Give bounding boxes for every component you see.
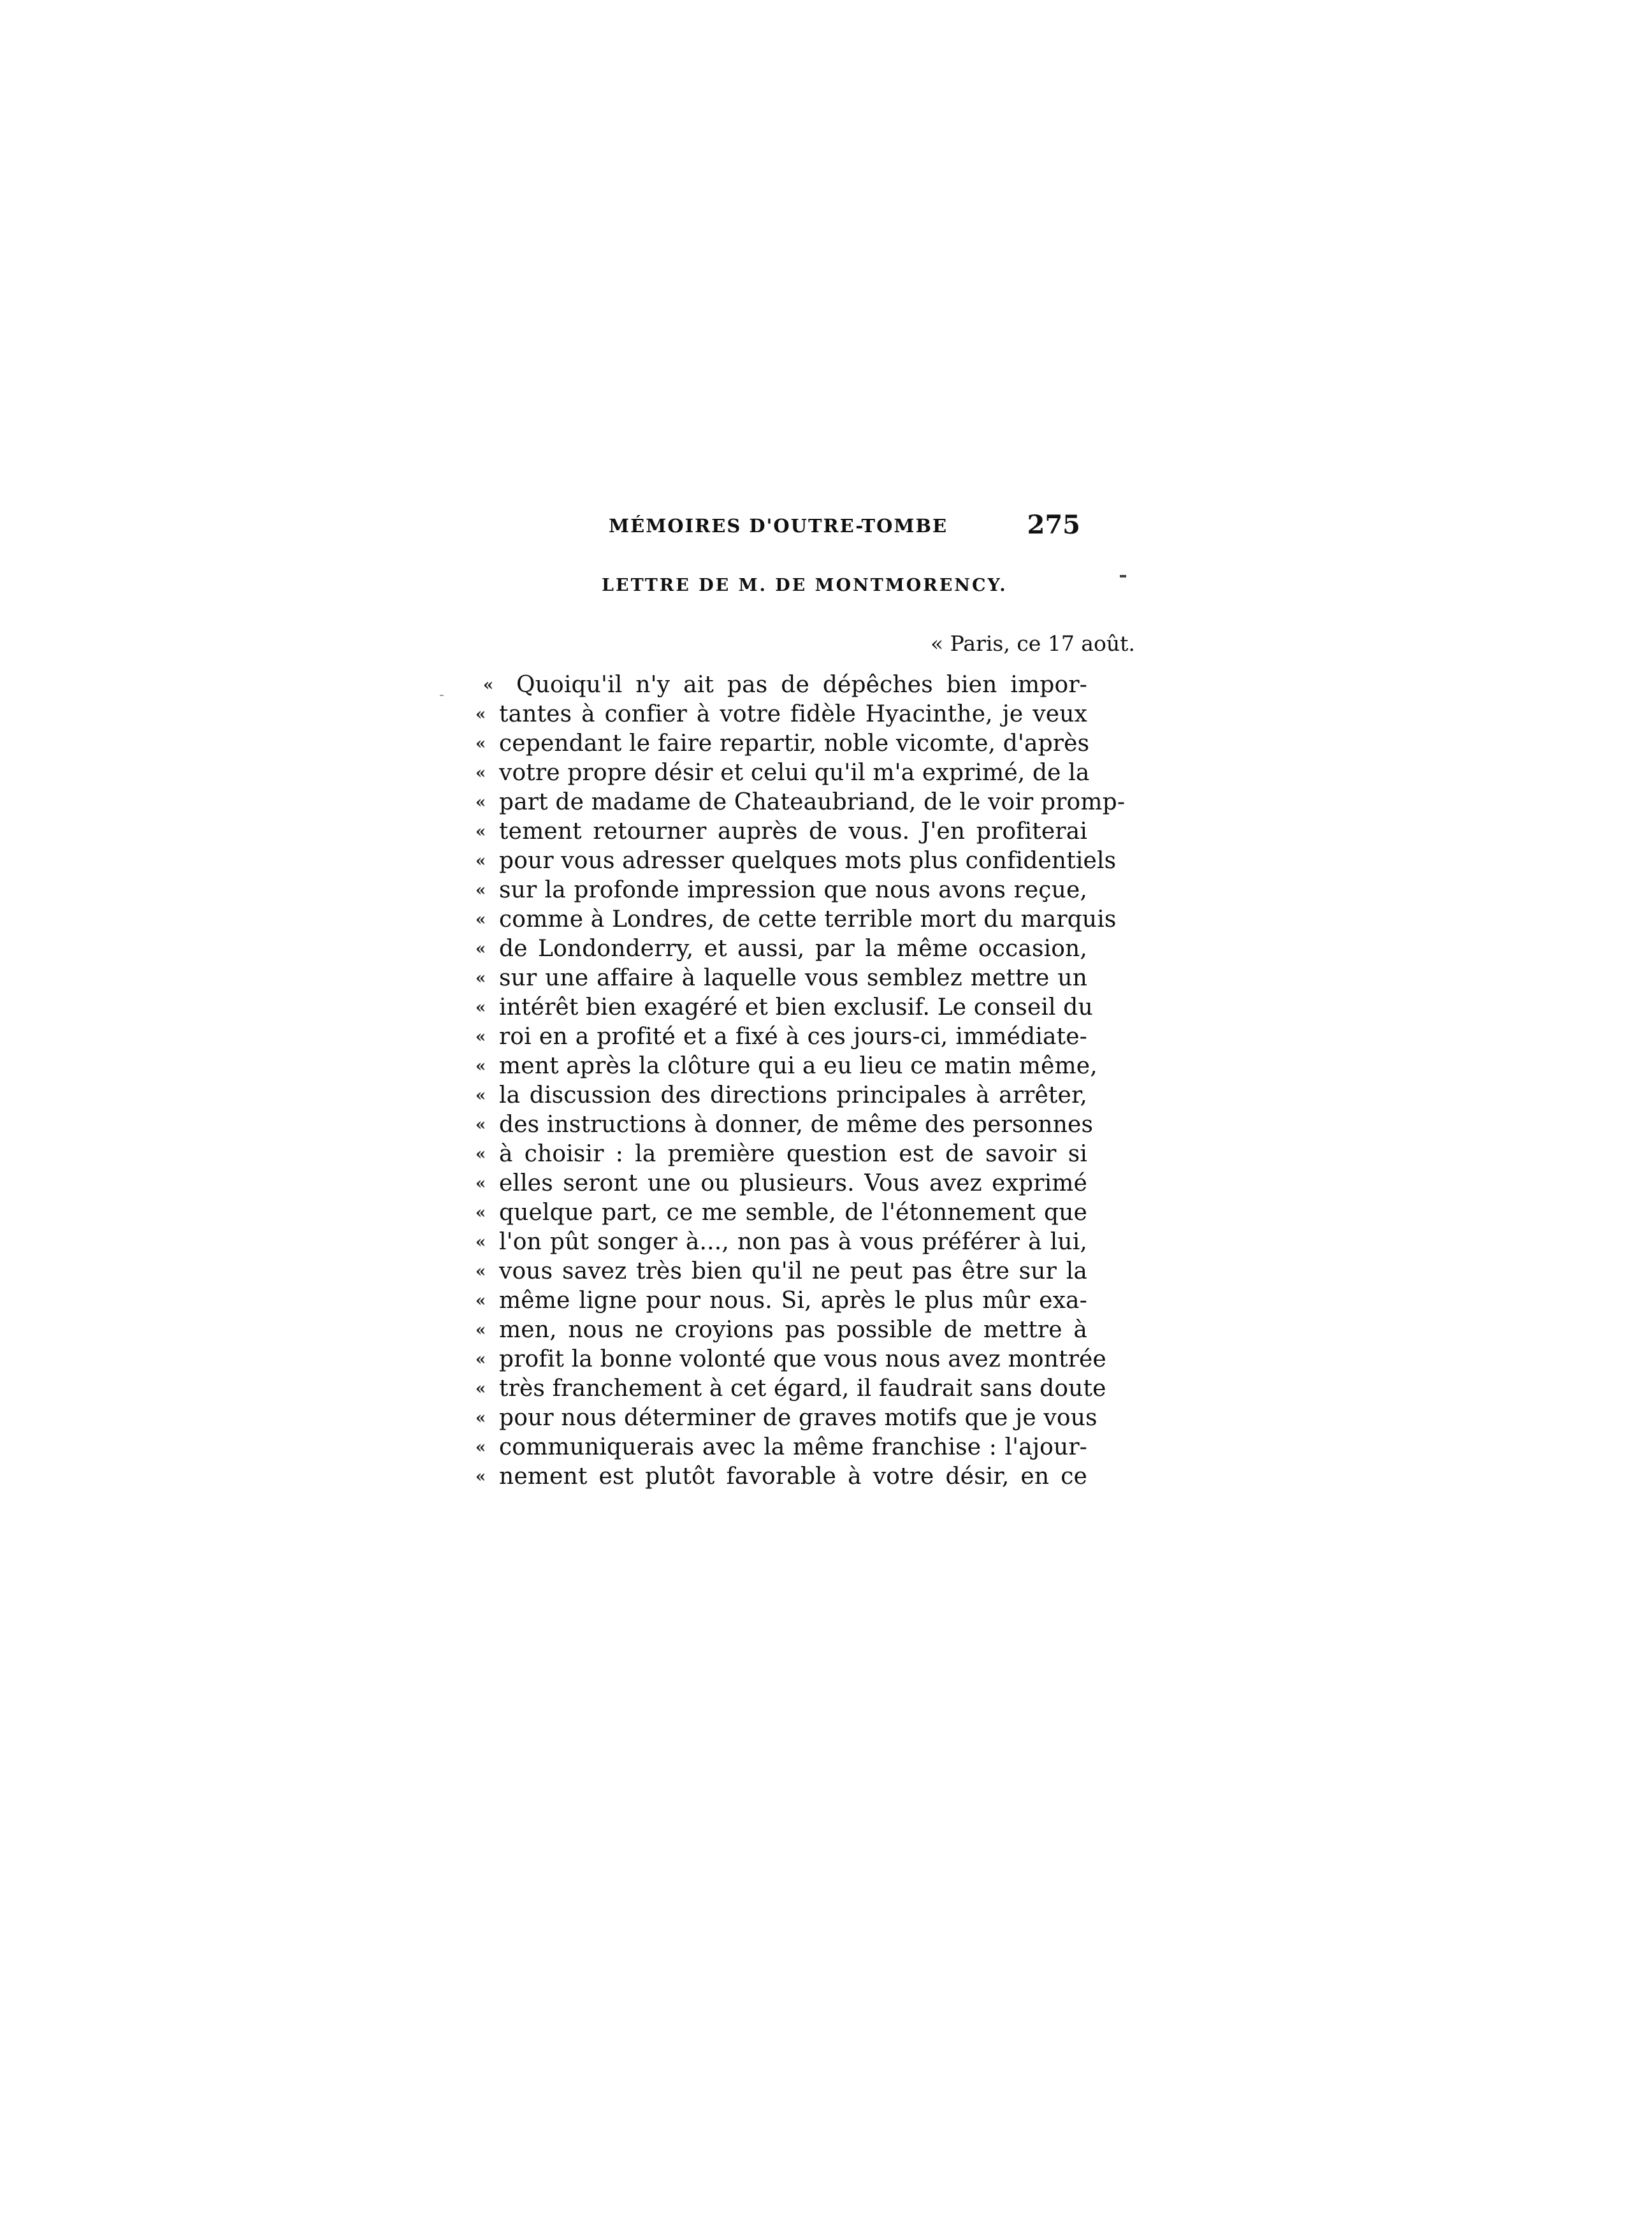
quote-mark: « — [475, 1438, 486, 1457]
quote-mark: « — [475, 705, 486, 724]
quote-mark: « — [475, 881, 486, 900]
line-text: pour nous déterminer de graves motifs que je vous — [499, 1405, 1098, 1431]
text-line — [475, 1228, 1087, 1257]
text-line — [475, 993, 1093, 1022]
quote-mark: « — [475, 1350, 486, 1369]
text-line — [475, 905, 1117, 934]
text-line — [475, 1081, 1087, 1110]
print-speck — [1120, 575, 1126, 577]
text-line — [475, 1169, 1087, 1198]
quote-mark: « — [475, 793, 486, 812]
line-text: la discussion des directions principales à arrêter, — [499, 1082, 1087, 1108]
quote-mark: « — [483, 676, 494, 695]
line-text: quelque part, ce me semble, de l'étonnement que — [499, 1200, 1087, 1226]
letter-dateline: « Paris, ce 17 août. — [931, 631, 1135, 656]
line-text: nement est plutôt favorable à votre désir, en ce — [499, 1463, 1087, 1490]
quote-mark: « — [475, 969, 486, 988]
line-text: comme à Londres, de cette terrible mort du marquis — [499, 906, 1117, 933]
text-line — [475, 671, 1087, 700]
running-title: MÉMOIRES D'OUTRE-TOMBE — [609, 515, 948, 537]
text-line — [475, 846, 1117, 876]
quote-mark: « — [475, 822, 486, 841]
line-text: Quoiqu'il n'y ait pas de dépêches bien impor- — [516, 672, 1087, 698]
line-text: profit la bonne volonté que vous nous avez montrée — [499, 1346, 1106, 1372]
quote-mark: « — [475, 1203, 486, 1223]
text-line — [475, 1110, 1094, 1140]
quote-mark: « — [475, 1467, 486, 1486]
line-text: à choisir : la première question est de savoir si — [499, 1141, 1087, 1167]
line-text: votre propre désir et celui qu'il m'a exprimé, de la — [499, 760, 1090, 786]
quote-mark: « — [475, 1115, 486, 1135]
page-number: 275 — [1027, 510, 1080, 540]
line-text: men, nous ne croyions pas possible de mettre à — [499, 1317, 1087, 1343]
text-line — [475, 1316, 1087, 1345]
quote-mark: « — [475, 1321, 486, 1340]
text-line — [475, 1462, 1087, 1492]
line-text: même ligne pour nous. Si, après le plus mûr exa- — [499, 1288, 1087, 1314]
text-line — [475, 876, 1087, 905]
line-text: sur une affaire à laquelle vous semblez mettre un — [499, 965, 1087, 991]
line-text: pour vous adresser quelques mots plus confidentiels — [499, 848, 1117, 874]
text-line — [475, 788, 1126, 817]
text-line — [475, 1404, 1098, 1433]
running-head — [609, 510, 1080, 548]
line-text: part de madame de Chateaubriand, de le voir promp- — [499, 789, 1126, 815]
text-line — [475, 1286, 1087, 1316]
quote-mark: « — [475, 998, 486, 1017]
print-speck — [440, 695, 444, 696]
quote-mark: « — [475, 1086, 486, 1105]
text-line — [475, 759, 1090, 788]
quote-mark: « — [475, 764, 486, 783]
text-line — [475, 1345, 1106, 1374]
line-text: l'on pût songer à..., non pas à vous préférer à lui, — [499, 1229, 1087, 1255]
line-text: cependant le faire repartir, noble vicomte, d'après — [499, 730, 1090, 757]
text-line — [475, 1052, 1098, 1081]
line-text: sur la profonde impression que nous avons reçue, — [499, 877, 1087, 903]
line-text: des instructions à donner, de même des personnes — [499, 1112, 1094, 1138]
quote-mark: « — [475, 1291, 486, 1310]
quote-mark: « — [475, 1233, 486, 1252]
quote-mark: « — [475, 734, 486, 753]
line-text: vous savez très bien qu'il ne peut pas être sur la — [499, 1258, 1087, 1284]
text-line — [475, 934, 1087, 964]
line-text: tantes à confier à votre fidèle Hyacinthe, je veux — [499, 701, 1087, 727]
line-text: de Londonderry, et aussi, par la même occasion, — [499, 936, 1087, 962]
text-line — [475, 1433, 1087, 1462]
quote-mark: « — [475, 1174, 486, 1193]
line-text: tement retourner auprès de vous. J'en profiterai — [499, 818, 1087, 845]
text-line — [475, 729, 1090, 759]
quote-mark: « — [475, 910, 486, 929]
line-text: elles seront une ou plusieurs. Vous avez exprimé — [499, 1170, 1087, 1196]
line-text: intérêt bien exagéré et bien exclusif. Le conseil du — [499, 994, 1093, 1020]
text-line — [475, 1257, 1087, 1286]
text-line — [475, 700, 1087, 729]
letter-heading: LETTRE DE M. DE MONTMORENCY. — [602, 576, 1008, 595]
text-line — [475, 817, 1087, 846]
quote-mark: « — [475, 1057, 486, 1076]
quote-mark: « — [475, 852, 486, 871]
text-line — [475, 1140, 1087, 1169]
text-line — [475, 1374, 1106, 1404]
text-line — [475, 1198, 1087, 1228]
line-text: très franchement à cet égard, il faudrait sans doute — [499, 1376, 1106, 1402]
letter-body — [475, 671, 1126, 1492]
quote-mark: « — [475, 1145, 486, 1164]
quote-mark: « — [475, 1262, 486, 1281]
text-line — [475, 964, 1087, 993]
quote-mark: « — [475, 1409, 486, 1428]
line-text: ment après la clôture qui a eu lieu ce matin même, — [499, 1053, 1098, 1079]
quote-mark: « — [475, 940, 486, 959]
line-text: roi en a profité et a fixé à ces jours-ci, immédiate- — [499, 1024, 1087, 1050]
quote-mark: « — [475, 1379, 486, 1398]
text-line — [475, 1022, 1087, 1052]
quote-mark: « — [475, 1027, 486, 1047]
line-text: communiquerais avec la même franchise : l'ajour- — [499, 1434, 1087, 1460]
